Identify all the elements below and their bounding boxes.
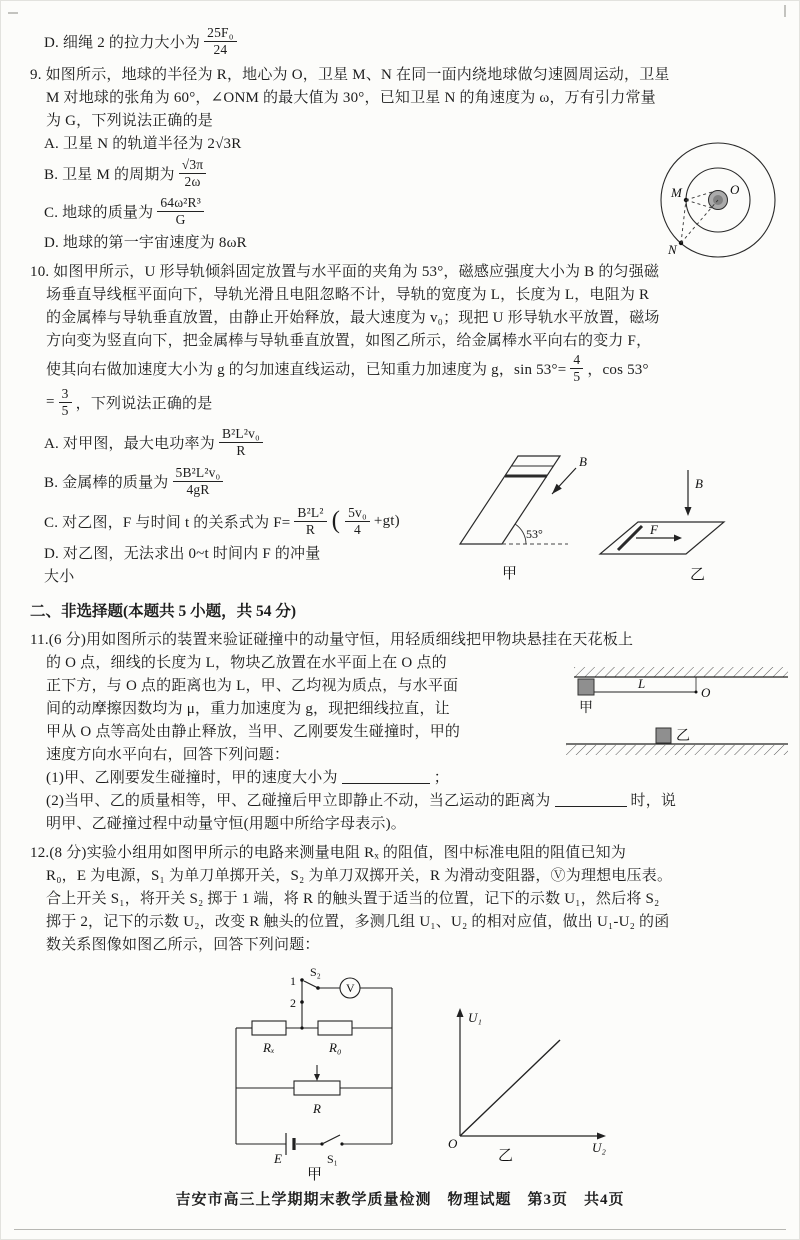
label-l: L xyxy=(638,676,646,691)
label-o: O xyxy=(701,685,711,700)
rheostat xyxy=(294,1081,340,1095)
q10-option-a-text: A. 对甲图，最大电功率为 xyxy=(44,435,215,452)
fraction-denominator: G xyxy=(175,211,186,227)
q10-stem-5b: ，cos 53° xyxy=(587,361,649,378)
fraction-numerator: 3 xyxy=(59,386,72,403)
label-n: N xyxy=(668,242,677,257)
label-jia: 甲 xyxy=(579,701,593,716)
q11-line-6: 速度方向水平向右，回答下列问题： xyxy=(46,747,290,763)
scan-bottom-line xyxy=(14,1229,786,1230)
q9-stem-line-3: 为 G，下列说法正确的是 xyxy=(46,113,213,129)
label-rx: Rₓ xyxy=(263,1040,275,1055)
fraction xyxy=(204,25,237,58)
inclined-rail xyxy=(460,456,560,544)
scan-artifact xyxy=(784,5,786,17)
fraction-denominator: R xyxy=(305,521,316,537)
q9-option-d: D. 地球的第一宇宙速度为 8ωR xyxy=(44,235,247,251)
q10-stem-6b: ，下列说法正确的是 xyxy=(75,395,213,412)
label-yi: 乙 xyxy=(690,567,706,583)
x-axis-arrowhead-icon xyxy=(597,1133,606,1140)
question-12 xyxy=(30,840,778,955)
q10-stem-line-4: 方向变为竖直向下，把金属棒与导轨垂直放置，如图乙所示，给金属棒水平向右的变力 F， xyxy=(46,333,652,349)
q10-figure-yi xyxy=(592,464,732,586)
label-jia: 甲 xyxy=(307,1167,323,1182)
voltmeter-label: V xyxy=(346,981,355,995)
block-jia xyxy=(578,679,594,695)
scan-artifact xyxy=(8,12,18,14)
fraction-denominator: 4gR xyxy=(186,481,210,497)
q10-option-b-text: B. 金属棒的质量为 xyxy=(44,474,169,491)
fraction-denominator: 5 xyxy=(573,368,581,384)
label-yi: 乙 xyxy=(498,1148,514,1164)
label-b: B xyxy=(695,476,703,491)
q11-line-1: 11.(6 分)用如图所示的装置来验证碰撞中的动量守恒，用轻质细线把甲物块悬挂在天花板上 xyxy=(30,632,634,648)
q11-sub-1 xyxy=(30,765,778,788)
label-e: E xyxy=(274,1151,282,1166)
resistor-rx xyxy=(252,1021,286,1035)
fraction-numerator: 5B²L²v₀ xyxy=(173,465,224,482)
label-r: R xyxy=(313,1101,321,1116)
section-2-header: 二、非选择题(本题共 5 小题，共 54 分) xyxy=(30,603,297,620)
q12-line-3: 合上开关 S₁，将开关 S₂ 掷于 1 端，将 R 的触头置于适当的位置，记下的示数 U₁，然后将 S₂ xyxy=(46,891,660,907)
fraction-denominator: R xyxy=(236,442,246,458)
label-s1: S₁ xyxy=(327,1152,338,1166)
answer-blank xyxy=(555,792,627,807)
block-yi xyxy=(656,728,671,743)
fraction-numerator: 5v₀ xyxy=(345,505,370,522)
q10-stem-line-3: 的金属棒与导轨垂直放置，由静止开始释放，最大速度为 v₀；现把 U 形导轨水平放置，磁场 xyxy=(46,310,660,326)
label-f: F xyxy=(650,522,658,537)
q11-sub-2-tail: 时，说 xyxy=(630,793,677,809)
q9-orbit-figure xyxy=(630,136,792,274)
label-terminal-2: 2 xyxy=(290,996,296,1010)
fraction xyxy=(345,505,370,538)
fraction-denominator: 4 xyxy=(354,521,361,537)
resistor-r0 xyxy=(318,1021,352,1035)
q11-line-3: 正下方，与 O 点的距离也为 L，甲、乙均视为质点，与水平面 xyxy=(46,678,459,694)
label-o: O xyxy=(730,182,740,197)
fraction-numerator: B²L²v₀ xyxy=(219,426,263,443)
label-53deg: 53° xyxy=(526,527,543,541)
fraction-denominator: 24 xyxy=(213,41,228,57)
fraction-numerator: 64ω²R³ xyxy=(157,195,204,212)
q10-stem-line-5 xyxy=(30,351,778,385)
fraction xyxy=(59,386,72,419)
terminal-1-dot xyxy=(300,978,304,982)
label-u2: U₂ xyxy=(592,1140,606,1155)
label-b: B xyxy=(579,454,587,469)
q10-stem-line-2: 场垂直导线框平面向下，导轨光滑且电阻忽略不计，导轨的宽度为 L，长度为 L，电阻为 R xyxy=(46,287,650,303)
page-footer: 吉安市高三上学期期末教学质量检测 物理试题 第3页 共4页 xyxy=(175,1192,625,1208)
q11-line-5: 甲从 O 点等高处由静止释放，当甲、乙刚要发生碰撞时，甲的 xyxy=(46,724,461,740)
fraction-denominator: 2ω xyxy=(184,173,201,189)
fraction xyxy=(219,426,263,459)
data-line xyxy=(460,1040,560,1136)
q11-apparatus-figure xyxy=(536,666,792,762)
q12-circuit-figure xyxy=(222,966,407,1182)
q9-stem-line-1: 9. 如图所示，地球的半径为 R，地心为 O，卫星 M、N 在同一面内绕地球做匀速圆周运动，卫星 xyxy=(30,67,670,83)
q10-option-a xyxy=(30,423,778,461)
slider-arrowhead-icon xyxy=(314,1074,320,1081)
q12-graph-figure xyxy=(436,1002,621,1164)
q10-option-d-line-1: D. 对乙图，无法求出 0~t 时间内 F 的冲量 xyxy=(44,546,321,562)
q10-stem-5a: 使其向右做加速度大小为 g 的匀加速直线运动，已知重力加速度为 g，sin 53°= xyxy=(46,361,567,378)
fraction-numerator: √3π xyxy=(179,157,207,174)
q9-stem-line-2: M 对地球的张角为 60°，∠ONM 的最大值为 30°，已知卫星 N 的角速度为 ω，万有引力常量 xyxy=(46,90,656,106)
q12-line-2: R₀，E 为电源，S₁ 为单刀单掷开关，S₂ 为单刀双掷开关，R 为滑动变阻器，Ⓥ为理想电压表。 xyxy=(46,868,673,884)
switch-s2-blade xyxy=(304,981,318,988)
q10-option-d-line-2: 大小 xyxy=(44,569,75,585)
fraction xyxy=(157,195,204,228)
label-jia: 甲 xyxy=(502,566,518,582)
q9-option-c-text: C. 地球的质量为 xyxy=(44,204,154,221)
label-r0: R₀ xyxy=(329,1040,342,1055)
q9-option-b-text: B. 卫星 M 的周期为 xyxy=(44,166,175,183)
q10-stem-6a: = xyxy=(46,393,55,410)
fraction-numerator: 4 xyxy=(570,352,583,369)
q10-figure-jia xyxy=(448,446,598,598)
q12-line-1: 12.(8 分)实验小组用如图甲所示的电路来测量电阻 Rₓ 的阻值，图中标准电阻的阻值已知为 xyxy=(30,845,627,861)
fraction-denominator: 5 xyxy=(61,402,69,418)
q8-option-d-text: D. 细绳 2 的拉力大小为 xyxy=(44,34,201,51)
q8-option-d xyxy=(30,24,778,58)
label-origin: O xyxy=(448,1136,458,1151)
q11-sub-1-text: (1)甲、乙刚要发生碰撞时，甲的速度大小为 xyxy=(46,770,338,786)
junction-dot xyxy=(300,1026,303,1029)
angle-arc xyxy=(515,524,526,544)
fraction-numerator: B²L² xyxy=(294,505,326,522)
fraction xyxy=(179,157,207,190)
open-paren: ( xyxy=(331,507,341,534)
f-arrowhead-icon xyxy=(674,535,682,542)
q10-stem-line-6 xyxy=(30,385,778,419)
fraction xyxy=(570,352,583,385)
q10-stem-line-1: 10. 如图甲所示，U 形导轨倾斜固定放置与水平面的夹角为 53°，磁感应强度大小为 B 的匀强磁 xyxy=(30,264,660,280)
switch-s1-blade xyxy=(322,1135,340,1144)
q11-sub-2-line-2: 明甲、乙碰撞过程中动量守恒(用题中所给字母表示)。 xyxy=(46,816,406,832)
fraction-numerator: 25F₀ xyxy=(204,25,237,42)
label-s2: S₂ xyxy=(310,966,321,979)
b-arrowhead-icon xyxy=(685,507,692,516)
y-axis-arrowhead-icon xyxy=(457,1008,464,1017)
terminal-2-dot xyxy=(300,1000,304,1004)
q9-option-a: A. 卫星 N 的轨道半径为 2√3R xyxy=(44,136,242,152)
ceiling-hatch xyxy=(574,667,788,677)
fraction xyxy=(173,465,224,498)
label-yi: 乙 xyxy=(676,729,690,744)
label-m: M xyxy=(671,185,682,200)
q11-sub-1-tail: ； xyxy=(433,770,449,786)
q11-sub-2-text: (2)当甲、乙的质量相等，甲、乙碰撞后甲立即静止不动，当乙运动的距离为 xyxy=(46,793,551,809)
q10-option-c-text: C. 对乙图，F 与时间 t 的关系式为 F= xyxy=(44,514,291,531)
q12-line-5: 数关系图像如图乙所示，回答下列问题： xyxy=(46,937,320,953)
q12-line-4: 掷于 2，记下的示数 U₂，改变 R 触头的位置，多测几组 U₁、U₂ 的相对应值，做出 U₁-U₂ 的函 xyxy=(46,914,670,930)
fraction xyxy=(294,505,326,538)
q10-option-c-tail: +gt) xyxy=(373,512,400,529)
q11-sub-2 xyxy=(30,788,778,811)
q11-line-4: 间的动摩擦因数均为 μ，重力加速度为 g，现把细线拉直，让 xyxy=(46,701,450,717)
q11-line-2: 的 O 点，细线的长度为 L，物块乙放置在水平面上在 O 点的 xyxy=(46,655,447,671)
label-terminal-1: 1 xyxy=(290,974,296,988)
answer-blank xyxy=(342,769,430,784)
ground-hatch xyxy=(566,745,788,755)
point-o-dot xyxy=(695,691,698,694)
label-u1: U₁ xyxy=(468,1010,482,1025)
